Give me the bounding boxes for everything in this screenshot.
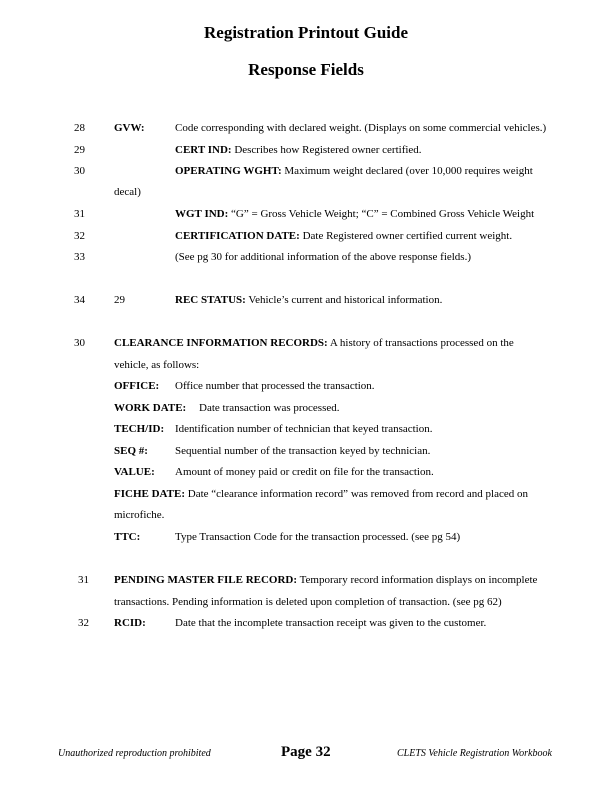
field-entry: [175, 143, 422, 157]
row-number: 34: [74, 294, 85, 306]
continuation-text: vehicle, as follows:: [114, 359, 200, 371]
row-subnumber: 29: [114, 294, 125, 306]
footer-notice: Unauthorized reproduction prohibited: [58, 748, 211, 759]
row-number: 32: [74, 230, 85, 242]
field-description: Code corresponding with declared weight. (Displays on some commercial vehicles.): [175, 122, 547, 134]
field-label: OPERATING WGHT:: [175, 165, 282, 177]
clearance-item-label: OFFICE:: [114, 380, 160, 392]
field-description: Date “clearance information record” was removed from record and placed on: [185, 488, 528, 500]
field-description: Date Registered owner certified current weight.: [299, 230, 513, 242]
field-label: CERTIFICATION DATE:: [175, 230, 300, 242]
row-number: 29: [74, 144, 85, 156]
field-description: Describes how Registered owner certified.: [231, 144, 422, 156]
clearance-item-label: SEQ #:: [114, 445, 148, 457]
field-label-gvw: GVW:: [114, 122, 145, 134]
continuation-text: microfiche.: [114, 509, 165, 521]
page-number: Page 32: [281, 744, 331, 760]
row-number: 30: [74, 165, 85, 177]
clearance-item-label: WORK DATE:: [114, 402, 187, 414]
row-number: 31: [78, 574, 89, 586]
field-entry: [175, 207, 534, 221]
continuation-text: decal): [114, 186, 141, 198]
field-label: CERT IND:: [175, 144, 232, 156]
fiche-entry: [114, 487, 528, 501]
field-description: “G” = Gross Vehicle Weight; “C” = Combined Gross Vehicle Weight: [228, 208, 535, 220]
clearance-item-label: TTC:: [114, 531, 141, 543]
pending-heading: [114, 573, 537, 587]
field-entry: [175, 164, 533, 178]
clearance-item-text: Date transaction was processed.: [199, 402, 340, 414]
row-number: 30: [74, 337, 85, 349]
field-label: REC STATUS:: [175, 294, 246, 306]
field-description: Maximum weight declared (over 10,000 requires weight: [281, 165, 533, 177]
row-number: 33: [74, 251, 85, 263]
clearance-heading: [114, 336, 514, 350]
field-label-rcid: RCID:: [114, 617, 146, 629]
clearance-item-text: Identification number of technician that keyed transaction.: [175, 423, 433, 435]
clearance-item-text: Amount of money paid or credit on file for the transaction.: [175, 466, 434, 478]
clearance-item-label: TECH/ID:: [114, 423, 165, 435]
continuation-text: transactions. Pending information is deleted upon completion of transaction. (see pg 62): [114, 596, 502, 608]
field-description: Temporary record information displays on incomplete: [297, 574, 538, 586]
field-label: PENDING MASTER FILE RECORD:: [114, 574, 298, 586]
field-description: Date that the incomplete transaction receipt was given to the customer.: [175, 617, 487, 629]
field-label: CLEARANCE INFORMATION RECORDS:: [114, 337, 328, 349]
field-entry: [175, 229, 512, 243]
clearance-item-label: VALUE:: [114, 466, 155, 478]
page-title: Registration Printout Guide: [204, 23, 408, 42]
clearance-item-text: Sequential number of the transaction keyed by technician.: [175, 445, 431, 457]
field-description: A history of transactions processed on the: [327, 337, 514, 349]
row-number: 28: [74, 122, 85, 134]
field-description: (See pg 30 for additional information of the above response fields.): [175, 251, 472, 263]
clearance-item-text: Type Transaction Code for the transaction processed. (see pg 54): [175, 531, 461, 543]
field-label: WGT IND:: [175, 208, 229, 220]
row-number: 32: [78, 617, 89, 629]
field-entry: [175, 293, 442, 307]
section-title: Response Fields: [248, 60, 364, 79]
field-description: Vehicle’s current and historical information.: [245, 294, 443, 306]
footer-workbook-title: CLETS Vehicle Registration Workbook: [397, 748, 552, 759]
field-label: FICHE DATE:: [114, 488, 185, 500]
clearance-item-text: Office number that processed the transaction.: [175, 380, 375, 392]
row-number: 31: [74, 208, 85, 220]
